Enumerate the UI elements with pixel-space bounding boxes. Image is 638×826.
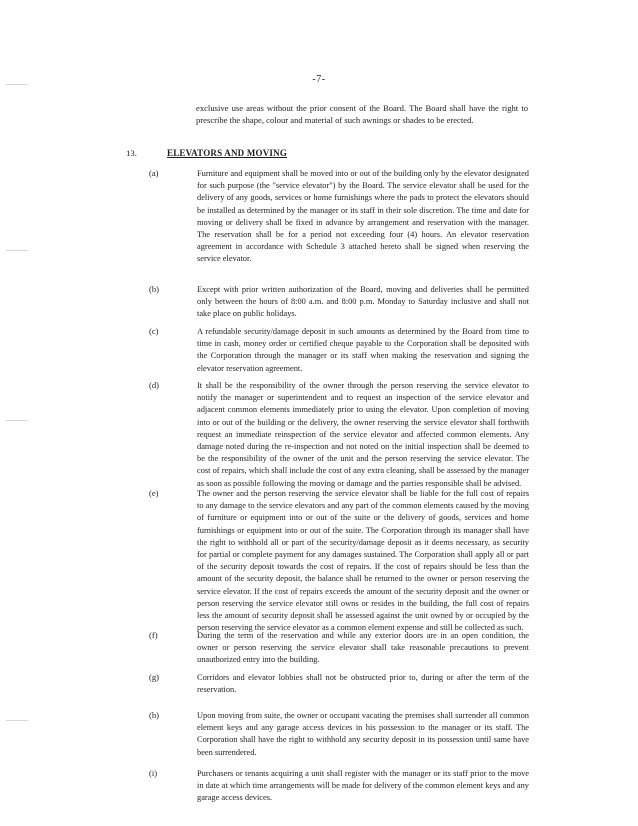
clause-text: Corridors and elevator lobbies shall not be obstructed prior to, during or after the term of the reservation. — [197, 673, 529, 695]
clause-label: (a) — [149, 168, 159, 178]
clause-label: (i) — [149, 768, 158, 778]
clause-label: (b) — [149, 284, 160, 294]
clause-label: (f) — [149, 630, 158, 640]
clause-i — [149, 768, 529, 805]
clause-c — [149, 326, 529, 375]
clause-label: (g) — [149, 672, 160, 682]
clause-d — [149, 380, 529, 490]
clause-label: (d) — [149, 380, 160, 390]
clause-label: (e) — [149, 488, 159, 498]
clause-text: Furniture and equipment shall be moved into or out of the building only by the elevator designated for such purpose (the "service elevator") by the Board. The service elevator shall be used for the delivery of any goods, services or home furnishings where the pads to protect the elevators should be installed as determined by the manager or its staff in their sole discretion. The time and date for moving or delivery shall be fixed in advance by arrangement and reservation with the manager. The reservation shall be for a period not exceeding four (4) hours. An elevator reservation agreement in accordance with Schedule 3 attached hereto shall be signed when reserving the service elevator. — [197, 169, 529, 264]
clause-text: A refundable security/damage deposit in such amounts as determined by the Board from time to time in cash, money order or certified cheque payable to the Corporation shall be deposited with the Corporation through the manager or its staff when making the reservation and signing the elevator reservation agreement. — [197, 327, 529, 373]
clause-g — [149, 672, 529, 696]
clause-text: It shall be the responsibility of the owner through the person reserving the service elevator to notify the manager or superintendent and to request an inspection of the service elevator and adjacent common elements immediately prior to using the elevator. Upon completion of moving into or out of the building or the delivery, the owner reserving the service elevator shall forthwith request an immediate reinspection of the service elevator and affected common elements. Any damage noted during the re-inspection and not noted on the initial inspection shall be deemed to be the responsibility of the owner of the unit and the person reserving the service elevator. The cost of repairs, which shall include the cost of any extra cleaning, shall be assessed by the manager as soon as possible following the moving or damage and the parties responsible shall be advised. — [197, 381, 529, 488]
scan-mark — [6, 720, 28, 721]
clause-text: Purchasers or tenants acquiring a unit shall register with the manager or its staff prior to the move in date at which time arrangements will be made for delivery of the common element keys and any garage access devices. — [197, 769, 529, 803]
clause-text: During the term of the reservation and while any exterior doors are in an open condition, the owner or person reserving the service elevator shall take reasonable precautions to prevent unauthorized entry into the building. — [197, 631, 529, 665]
clause-a — [149, 168, 529, 266]
clause-f — [149, 630, 529, 667]
page-number: -7- — [312, 74, 326, 85]
clause-text: Upon moving from suite, the owner or occupant vacating the premises shall surrender all common element keys and any garage access devices in his possession to the manager or its staff. The Corporation shall have the right to withhold any security deposit in its possession until same have been surrendered. — [197, 711, 529, 757]
intro-paragraph: exclusive use areas without the prior consent of the Board. The Board shall have the right to prescribe the shape, colour and material of such awnings or shades to be erected. — [196, 103, 528, 126]
clause-b — [149, 284, 529, 321]
section-number: 13. — [126, 148, 137, 158]
clause-label: (c) — [149, 326, 159, 336]
clause-text: Except with prior written authorization of the Board, moving and deliveries shall be permitted only between the hours of 8:00 a.m. and 8:00 p.m. Monday to Saturday inclusive and shall not take place on public holidays. — [197, 285, 529, 319]
clause-h — [149, 710, 529, 759]
scan-mark — [6, 250, 28, 251]
clause-text: The owner and the person reserving the service elevator shall be liable for the full cost of repairs to any damage to the service elevators and any part of the common elements caused by the moving of furniture or equipment into or out of the suite or the delivery of goods, services and home furnishings or equipment into or out of the suite. The Corporation through its manager shall have the right to withhold all or part of the security/damage deposit as it deems necessary, as security for partial or complete payment for any damages sustained. The Corporation shall apply all or part of the security deposit towards the cost of repairs. If the cost of repairs should be less than the amount of the security deposit, the balance shall be returned to the owner or person reserving the service elevator. If the cost of repairs exceeds the amount of the security deposit and the owner or person reserving the service elevator still owns or resides in the building, the full cost of repairs less the amount of security deposit shall be assessed against the unit owned by or occupied by the person reserving the service elevator as a common element expense and still be collected as such. — [197, 489, 529, 633]
section-title: ELEVATORS AND MOVING — [167, 148, 288, 158]
scan-mark — [6, 420, 28, 421]
clause-e — [149, 488, 529, 634]
clause-label: (h) — [149, 710, 160, 720]
